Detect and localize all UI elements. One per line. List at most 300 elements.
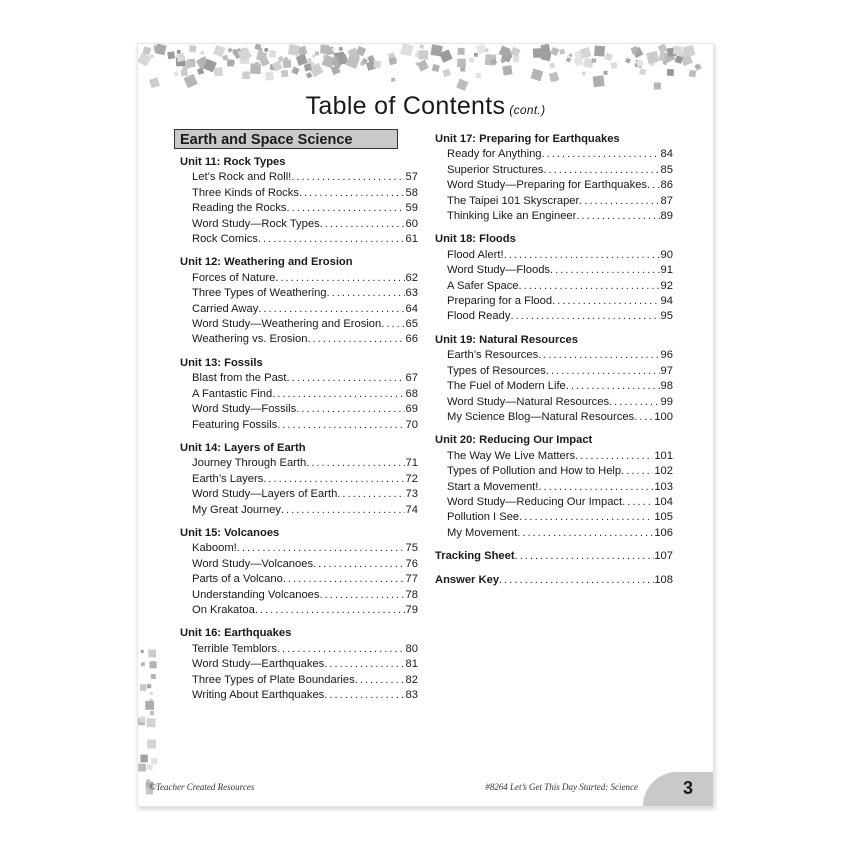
confetti-square (149, 661, 156, 668)
confetti-square (533, 48, 543, 58)
entry-page: 98 (660, 380, 673, 393)
entry-page: 59 (405, 202, 418, 215)
confetti-square (149, 77, 160, 88)
unit-block (180, 626, 418, 703)
entry-page: 87 (660, 194, 673, 207)
confetti-square (474, 53, 478, 57)
entry-page: 105 (654, 511, 673, 524)
entry-title: Ready for Anything (447, 148, 542, 161)
entry-page: 72 (405, 472, 418, 485)
confetti-square (147, 764, 153, 770)
dot-leader (237, 541, 405, 556)
confetti-square (315, 52, 319, 56)
confetti-square (549, 62, 556, 69)
confetti-square (306, 72, 313, 79)
confetti-square (593, 75, 605, 87)
entry-title: Carried Away (192, 302, 259, 315)
toc-entry (180, 232, 418, 247)
entry-page: 79 (405, 603, 418, 616)
entry-page: 102 (654, 465, 673, 478)
entry-title: Terrible Temblors (192, 642, 277, 655)
confetti-square (513, 56, 520, 63)
dot-leader (255, 603, 405, 618)
entry-page: 57 (405, 171, 418, 184)
toc-entry (180, 170, 418, 185)
entry-title: Word Study—Natural Resources (447, 395, 610, 408)
entry-title: Journey Through Earth (192, 457, 307, 470)
confetti-square (636, 51, 640, 55)
entry-page: 85 (660, 163, 673, 176)
entry-title: Preparing for a Flood (447, 295, 553, 308)
confetti-square (177, 50, 181, 54)
entry-page: 68 (405, 387, 418, 400)
dot-leader (281, 503, 405, 518)
confetti-square (148, 650, 156, 658)
entry-page: 82 (405, 673, 418, 686)
right-column (435, 132, 673, 596)
confetti-square (140, 755, 147, 762)
confetti-square (469, 58, 473, 62)
dot-leader (622, 495, 653, 510)
entry-page: 103 (654, 480, 673, 493)
confetti-square (139, 716, 145, 722)
confetti-square (582, 72, 586, 76)
confetti-square (200, 51, 205, 56)
document-page (137, 43, 714, 807)
confetti-square (197, 68, 204, 75)
confetti-square (420, 44, 424, 48)
entry-title: The Fuel of Modern Life (447, 380, 566, 393)
extra-page: 107 (654, 550, 673, 563)
confetti-square (591, 58, 596, 63)
entry-page: 94 (660, 295, 673, 308)
dot-leader (517, 526, 653, 541)
confetti-square (569, 53, 573, 57)
dot-leader (576, 209, 659, 224)
entry-page: 78 (405, 588, 418, 601)
entry-title: Word Study—Earthquakes (192, 658, 325, 671)
confetti-square (559, 49, 564, 54)
confetti-square (417, 60, 429, 72)
dot-leader (510, 309, 659, 324)
section-header: Earth and Space Science (174, 129, 398, 149)
entry-page: 61 (405, 233, 418, 246)
toc-entry (180, 503, 418, 518)
entry-page: 67 (405, 372, 418, 385)
toc-entry (435, 248, 673, 263)
entry-page: 77 (405, 573, 418, 586)
unit-block (435, 333, 673, 425)
entry-title: Superior Structures (447, 163, 544, 176)
entry-title: Word Study—Layers of Earth (192, 488, 338, 501)
unit-title: Unit 16: Earthquakes (180, 627, 292, 640)
dot-leader (546, 364, 660, 379)
entry-title: Writing About Earthquakes (192, 689, 325, 701)
confetti-square (269, 50, 276, 57)
confetti-square (150, 711, 154, 715)
toc-entry (180, 317, 418, 332)
unit-title: Unit 14: Layers of Earth (180, 441, 306, 454)
confetti-square (189, 45, 196, 52)
dot-leader (287, 201, 405, 216)
confetti-square (174, 71, 179, 76)
toc-entry (180, 418, 418, 433)
dot-leader (566, 379, 660, 394)
toc-entry (435, 194, 673, 209)
entry-title: A Safer Space (447, 279, 519, 292)
unit-title: Unit 13: Fossils (180, 356, 263, 369)
entry-page: 99 (660, 395, 673, 408)
entry-title: The Way We Live Matters (447, 449, 576, 462)
dot-leader (324, 688, 404, 703)
toc-entry (180, 557, 418, 572)
entry-page: 66 (405, 333, 418, 346)
confetti-square (320, 45, 329, 54)
entry-page: 96 (660, 349, 673, 362)
confetti-square (549, 72, 560, 83)
extra-page: 108 (654, 573, 673, 586)
confetti-square (138, 764, 146, 772)
confetti-square (227, 48, 232, 53)
dot-leader (543, 163, 659, 178)
dot-leader (307, 332, 404, 347)
confetti-square (689, 70, 697, 78)
confetti-square (531, 68, 544, 81)
dot-leader (275, 271, 404, 286)
confetti-square (603, 70, 608, 75)
toc-entry (435, 364, 673, 379)
toc-entry (180, 302, 418, 317)
unit-block (435, 232, 673, 324)
entry-title: Flood Alert! (447, 248, 504, 261)
confetti-square (140, 684, 147, 691)
confetti-square (639, 68, 646, 75)
toc-entry (435, 348, 673, 363)
entry-title: Word Study—Weathering and Erosion (192, 318, 382, 331)
confetti-square (646, 51, 659, 64)
toc-entry (435, 495, 673, 510)
entry-page: 76 (405, 557, 418, 570)
unit-block (180, 441, 418, 518)
toc-entry (435, 526, 673, 541)
entry-page: 63 (405, 287, 418, 300)
confetti-square (151, 758, 157, 764)
entry-title: Understanding Volcanoes (192, 588, 320, 601)
entry-title: Flood Ready (447, 310, 511, 323)
entry-title: Types of Pollution and How to Help (447, 465, 622, 478)
confetti-square (657, 44, 667, 53)
toc-entry (180, 588, 418, 603)
toc-entry (180, 186, 418, 201)
dot-leader (327, 286, 405, 301)
confetti-square (214, 67, 223, 76)
confetti-square (141, 650, 144, 653)
page-title (138, 92, 713, 121)
page-number-tab (643, 772, 713, 806)
entry-page: 95 (660, 310, 673, 323)
entry-title: Word Study—Fossils (192, 403, 297, 416)
unit-title: Unit 17: Preparing for Earthquakes (435, 133, 620, 145)
entry-title: My Movement (447, 526, 518, 539)
toc-entry (435, 294, 673, 309)
unit-block (435, 433, 673, 541)
toc-entry (435, 178, 673, 193)
unit-block (435, 132, 673, 224)
confetti-square (147, 718, 156, 727)
toc-entry (180, 657, 418, 672)
confetti-square (457, 59, 466, 68)
confetti-border-decoration (138, 44, 713, 94)
dot-leader (320, 588, 405, 603)
unit-title: Unit 15: Volcanoes (180, 526, 280, 539)
entry-title: Earth’s Resources (447, 349, 539, 362)
confetti-square (151, 674, 156, 679)
confetti-square (625, 58, 631, 64)
dot-leader (258, 232, 405, 247)
dot-leader (609, 395, 659, 410)
confetti-square (550, 47, 559, 56)
toc-entry (435, 209, 673, 224)
toc-entry (180, 217, 418, 232)
confetti-square (147, 684, 151, 688)
toc-entry (180, 387, 418, 402)
confetti-square (367, 55, 375, 63)
confetti-square (255, 62, 259, 66)
dot-leader (634, 410, 653, 425)
toc-entry (180, 688, 418, 703)
dot-leader (621, 464, 653, 479)
entry-page: 80 (405, 642, 418, 655)
entry-title: Parts of a Volcano (192, 573, 283, 586)
toc-entry (435, 410, 673, 425)
entry-title: On Krakatoa (192, 603, 255, 616)
entry-page: 70 (405, 418, 418, 431)
confetti-square (227, 60, 234, 67)
confetti-square (604, 52, 613, 61)
dot-leader (287, 371, 405, 386)
toc-entry (180, 642, 418, 657)
entry-title: Word Study—Rock Types (192, 217, 320, 230)
left-column (180, 155, 418, 711)
dot-leader (306, 456, 404, 471)
entry-title: Featuring Fossils (192, 418, 278, 431)
confetti-square (654, 82, 661, 89)
unit-title: Unit 20: Reducing Our Impact (435, 434, 593, 447)
toc-entry (435, 163, 673, 178)
dot-leader (320, 217, 405, 232)
dot-leader (538, 348, 659, 363)
toc-entry (435, 510, 673, 525)
entry-page: 75 (405, 542, 418, 555)
dot-leader (277, 418, 404, 433)
toc-entry (435, 263, 673, 278)
confetti-square (150, 692, 153, 695)
confetti-square (458, 48, 465, 55)
toc-entry (435, 279, 673, 294)
entry-page: 92 (660, 279, 673, 292)
dot-leader (381, 317, 404, 332)
toc-entry (180, 472, 418, 487)
unit-block (180, 356, 418, 433)
dot-leader (324, 657, 404, 672)
toc-entry (435, 395, 673, 410)
confetti-square (667, 69, 674, 76)
side-confetti-decoration (138, 644, 158, 804)
confetti-square (145, 701, 154, 710)
confetti-square (594, 46, 605, 57)
toc-entry (180, 402, 418, 417)
confetti-square (400, 44, 413, 56)
confetti-square (288, 44, 300, 56)
toc-entry (435, 449, 673, 464)
unit-title: Unit 19: Natural Resources (435, 333, 578, 346)
extra-title: Answer Key (435, 573, 500, 586)
confetti-square (265, 71, 275, 81)
toc-entry (435, 379, 673, 394)
confetti-square (167, 51, 175, 59)
confetti-square (184, 74, 198, 88)
entry-title: Blast from the Past (192, 372, 287, 385)
entry-page: 62 (405, 271, 418, 284)
toc-entry (435, 309, 673, 324)
confetti-square (147, 740, 156, 749)
entry-title: Forces of Nature (192, 271, 276, 284)
confetti-square (673, 46, 682, 55)
dot-leader (337, 487, 404, 502)
entry-title: Earth’s Layers (192, 472, 264, 485)
entry-title: Word Study—Preparing for Earthquakes (447, 179, 648, 192)
entry-page: 71 (405, 457, 418, 470)
entry-page: 101 (654, 449, 673, 462)
entry-title: Kaboom! (192, 542, 237, 555)
entry-title: Word Study—Floods (447, 264, 551, 277)
footer-copyright: ©Teacher Created Resources (149, 782, 255, 792)
entry-page: 91 (660, 264, 673, 277)
confetti-square (456, 79, 468, 91)
confetti-square (181, 69, 188, 76)
entry-title: Weathering vs. Erosion (192, 333, 308, 346)
toc-entry (180, 572, 418, 587)
dot-leader (515, 549, 655, 564)
confetti-square (610, 62, 617, 69)
dot-leader (550, 263, 660, 278)
confetti-square (502, 65, 512, 75)
dot-leader (538, 480, 653, 495)
confetti-square (138, 52, 152, 66)
unit-title: Unit 18: Floods (435, 233, 516, 246)
dot-leader (291, 170, 404, 185)
entry-title: Let’s Rock and Roll! (192, 171, 292, 184)
confetti-square (291, 67, 299, 75)
unit-block (180, 255, 418, 347)
dot-leader (296, 402, 404, 417)
extra-title: Tracking Sheet (435, 550, 515, 563)
dot-leader (552, 294, 659, 309)
confetti-square (141, 662, 145, 666)
confetti-square (233, 49, 238, 54)
dot-leader (542, 147, 660, 162)
unit-block (180, 526, 418, 618)
confetti-square (213, 45, 225, 57)
toc-entry (180, 541, 418, 556)
entry-page: 97 (660, 364, 673, 377)
dot-leader (519, 279, 660, 294)
entry-page: 86 (660, 179, 673, 192)
entry-title: Three Types of Plate Boundaries (192, 673, 355, 686)
entry-title: Reading the Rocks (192, 202, 287, 215)
confetti-square (360, 62, 364, 66)
toc-entry (180, 371, 418, 386)
entry-page: 100 (654, 410, 673, 423)
confetti-square (339, 47, 343, 51)
title-suffix: (cont.) (509, 103, 546, 117)
entry-page: 65 (405, 318, 418, 331)
toc-entry (180, 201, 418, 216)
entry-title: Start a Movement! (447, 480, 539, 493)
toc-entry (180, 487, 418, 502)
entry-page: 89 (660, 210, 673, 223)
dot-leader (283, 572, 405, 587)
dot-leader (263, 472, 404, 487)
entry-title: Word Study—Volcanoes (192, 557, 314, 570)
toc-entry (180, 271, 418, 286)
dot-leader (258, 302, 404, 317)
entry-page: 90 (660, 248, 673, 261)
unit-title: Unit 11: Rock Types (180, 156, 286, 168)
dot-leader (313, 557, 404, 572)
entry-page: 84 (660, 148, 673, 161)
entry-title: A Fantastic Find (192, 387, 273, 400)
dot-leader (299, 186, 405, 201)
entry-page: 106 (654, 526, 673, 539)
entry-page: 74 (405, 503, 418, 516)
toc-entry (435, 480, 673, 495)
dot-leader (519, 510, 653, 525)
entry-page: 81 (405, 658, 418, 671)
confetti-square (373, 60, 381, 68)
entry-title: My Science Blog—Natural Resources (447, 410, 635, 423)
entry-page: 69 (405, 403, 418, 416)
entry-title: Three Types of Weathering (192, 287, 327, 300)
entry-page: 58 (405, 186, 418, 199)
footer-book-title: #8264 Let’s Get This Day Started: Science (485, 782, 638, 792)
toc-entry (180, 456, 418, 471)
entry-title: Word Study—Reducing Our Impact (447, 495, 623, 508)
dot-leader (277, 642, 405, 657)
entry-title: Three Kinds of Rocks (192, 186, 299, 199)
toc-extra-entry (435, 549, 673, 564)
dot-leader (272, 387, 404, 402)
dot-leader (579, 194, 659, 209)
entry-page: 60 (405, 217, 418, 230)
confetti-square (264, 48, 268, 52)
confetti-square (432, 64, 440, 72)
toc-entry (180, 286, 418, 301)
page-number: 3 (682, 778, 693, 798)
unit-title: Unit 12: Weathering and Erosion (180, 256, 353, 269)
toc-extra-entry (435, 573, 673, 588)
entry-page: 73 (405, 488, 418, 501)
entry-title: Pollution I See (447, 511, 520, 524)
confetti-square (476, 73, 481, 78)
toc-entry (180, 673, 418, 688)
toc-entry (435, 464, 673, 479)
entry-title: My Great Journey (192, 503, 281, 516)
entry-title: Types of Resources (447, 364, 546, 377)
toc-entry (180, 332, 418, 347)
title-text: Table of Contents (305, 92, 506, 120)
confetti-square (242, 71, 250, 79)
